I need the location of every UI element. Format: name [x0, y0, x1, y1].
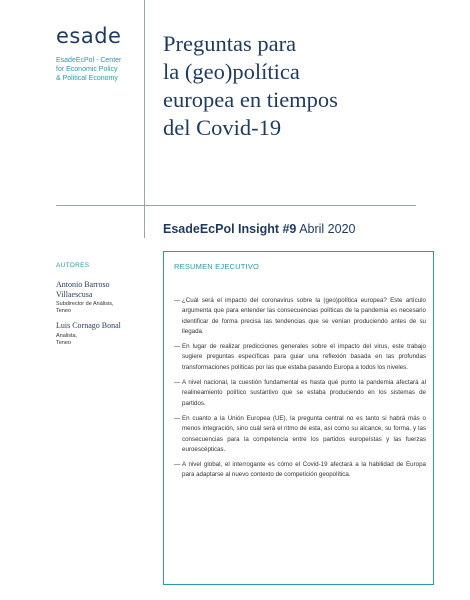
horizontal-divider: [56, 205, 416, 206]
summary-list: [174, 296, 426, 486]
summary-item-text: A nivel nacional, la cuestión fundamental es hasta qué punto la pandemia afectará al realineamiento político sustantivo que se estaba produciendo en los sistemas de partidos.: [182, 379, 426, 407]
executive-summary-box: [163, 251, 434, 585]
title-line: Preguntas para: [163, 31, 297, 56]
dash-bullet: —: [174, 343, 181, 351]
author-role-line: Teneo: [56, 308, 71, 314]
title-line: la (geo)política: [163, 59, 300, 84]
summary-item: [174, 460, 426, 481]
title-line: europea en tiempos: [163, 87, 338, 112]
summary-item: [174, 414, 426, 455]
author-role: [56, 333, 146, 347]
author-name: Luis Cornago Bonal: [56, 321, 121, 330]
summary-item: [174, 296, 426, 337]
author-name: Antonio Barroso Villaescusa: [56, 280, 110, 299]
author-entry: [56, 280, 146, 315]
summary-item: [174, 342, 426, 373]
insight-line: [163, 222, 355, 236]
summary-item-text: En cuanto a la Unión Europea (UE), la pregunta central no es tanto si habrá más o menos integración, sino cuál será el ritmo de esta, así como su alcance, su forma, y las consecuencias para la competencia entre los partidos europeístas y las fuerzas euroescépticas.: [182, 414, 426, 453]
center-name: [56, 56, 142, 83]
dash-bullet: —: [174, 414, 181, 422]
dash-bullet: —: [174, 297, 181, 304]
dash-bullet: —: [174, 461, 181, 469]
summary-item-text: A nivel global, el interrogante es cómo el Covid-19 afectará a la habilidad de Europa para adaptarse al nuevo contexto de competición geopolítica.: [182, 461, 426, 479]
summary-item-text: En lugar de realizar predicciones generales sobre el impacto del virus, este trabajo sugiere preguntas específicas para guiar una reflexión basada en las profundas transformaciones políticas por las que estaba pasando Europa a todos los niveles.: [182, 343, 426, 371]
author-role-line: Analista,: [56, 332, 78, 339]
author-role: [56, 301, 146, 315]
insight-date: Abril 2020: [299, 222, 356, 236]
vertical-divider: [144, 0, 145, 238]
title-line: del Covid-19: [163, 115, 282, 140]
summary-title: RESUMEN EJECUTIVO: [174, 262, 260, 271]
page-title: [163, 30, 423, 142]
summary-item-text: ¿Cuál será el impacto del coronavirus sobre la (geo)política europea? Este artículo argumenta que para entender las consecuencias políticas de la pandemia es necesario identificar de forma precisa las tendencias que se venían produciendo antes de su llegada.: [182, 297, 426, 335]
author-role-line: Subdirector de Análisis,: [56, 301, 114, 307]
center-name-line: & Political Economy: [56, 75, 118, 82]
authors-label: AUTORES: [56, 262, 90, 269]
center-name-line: EsadeEcPol - Center: [56, 57, 122, 64]
summary-item: [174, 378, 426, 409]
esade-logo: esade: [56, 24, 122, 48]
dash-bullet: —: [174, 379, 181, 387]
center-name-line: for Economic Policy: [56, 66, 118, 73]
author-entry: [56, 321, 146, 347]
author-role-line: Teneo: [56, 339, 71, 346]
insight-series: EsadeEcPol Insight #9: [163, 222, 297, 236]
